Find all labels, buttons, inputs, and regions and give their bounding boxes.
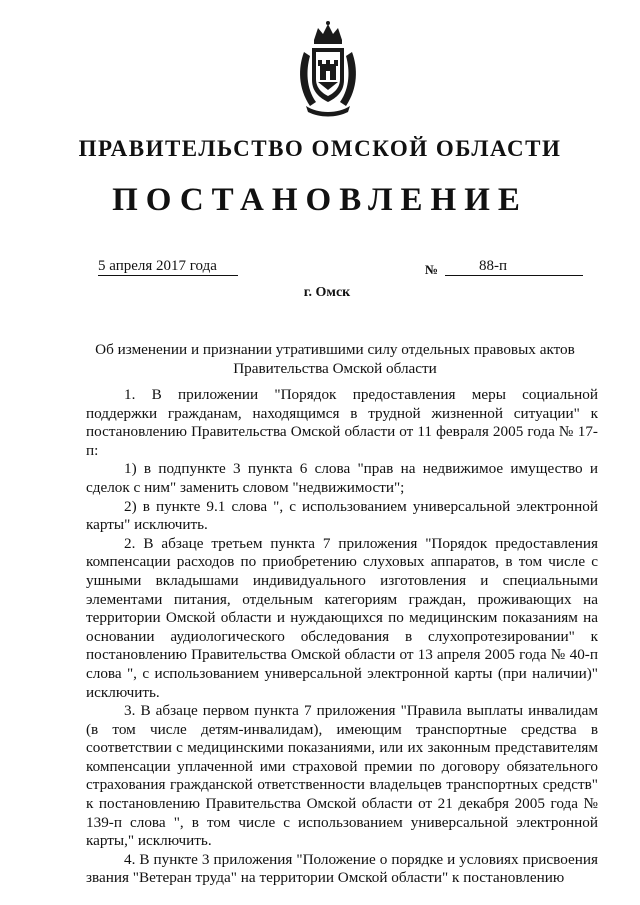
document-type: ПОСТАНОВЛЕНИЕ bbox=[112, 182, 528, 218]
paragraph: 2) в пункте 9.1 слова ", с использованием универсальной электронной карты" исключить. bbox=[86, 497, 598, 534]
paragraph: 4. В пункте 3 приложения "Положение о порядке и условиях присвоения звания "Ветеран труда" на территории Омской области" к постановлению bbox=[86, 850, 598, 887]
document-city: г. Омск bbox=[303, 285, 351, 300]
omsk-coat-of-arms-icon bbox=[296, 18, 360, 118]
paragraph: 1) в подпункте 3 пункта 6 слова "прав на недвижимое имущество и сделок с ним" заменить словом "недвижимости"; bbox=[86, 460, 598, 496]
government-title: ПРАВИТЕЛЬСТВО ОМСКОЙ ОБЛАСТИ bbox=[78, 136, 562, 161]
number-label: № bbox=[425, 262, 439, 277]
document-body bbox=[86, 386, 598, 888]
paragraph: 3. В абзаце первом пункта 7 приложения "Правила выплаты инвалидам (в том числе детям-инвалидам), имеющим транспортные средства в соответствии с медицинскими показаниями, или их законным представителям компенсации уплаченной ими страховой премии по договору обязательного страхования гражданской ответственности владельцев транспортных средств" к постановлению Правительства Омской области от 21 декабря 2005 года № 139-п слова ", в том числе с использованием универсальной электронной карты," исключить. bbox=[86, 702, 598, 850]
document-subject: Об изменении и признании утратившими силу отдельных правовых актов Правительства Омской области bbox=[95, 341, 575, 377]
document-date: 5 апреля 2017 года bbox=[98, 258, 238, 276]
paragraph: 1. В приложении "Порядок предоставления меры социальной поддержки гражданам, находящимся в трудной жизненной ситуации" к постановлению Правительства Омской области от 11 февраля 2005 года № 17-п: bbox=[86, 386, 598, 459]
paragraph: 2. В абзаце третьем пункта 7 приложения "Порядок предоставления компенсации расходов по приобретению слуховых аппаратов, в том числе с ушными вкладышами индивидуального изготовления и специальными элементами питания, отдельным категориям граждан, проживающих на территории Омской области и нуждающихся по медицинским показаниям на основании аудиологического обследования в слухопротезировании" к постановлению Правительства Омской области от 13 апреля 2005 года № 40-п слова ", с использованием универсальной электронной карты (при наличии)" исключить. bbox=[86, 534, 598, 701]
document-number: 88-п bbox=[445, 258, 583, 276]
